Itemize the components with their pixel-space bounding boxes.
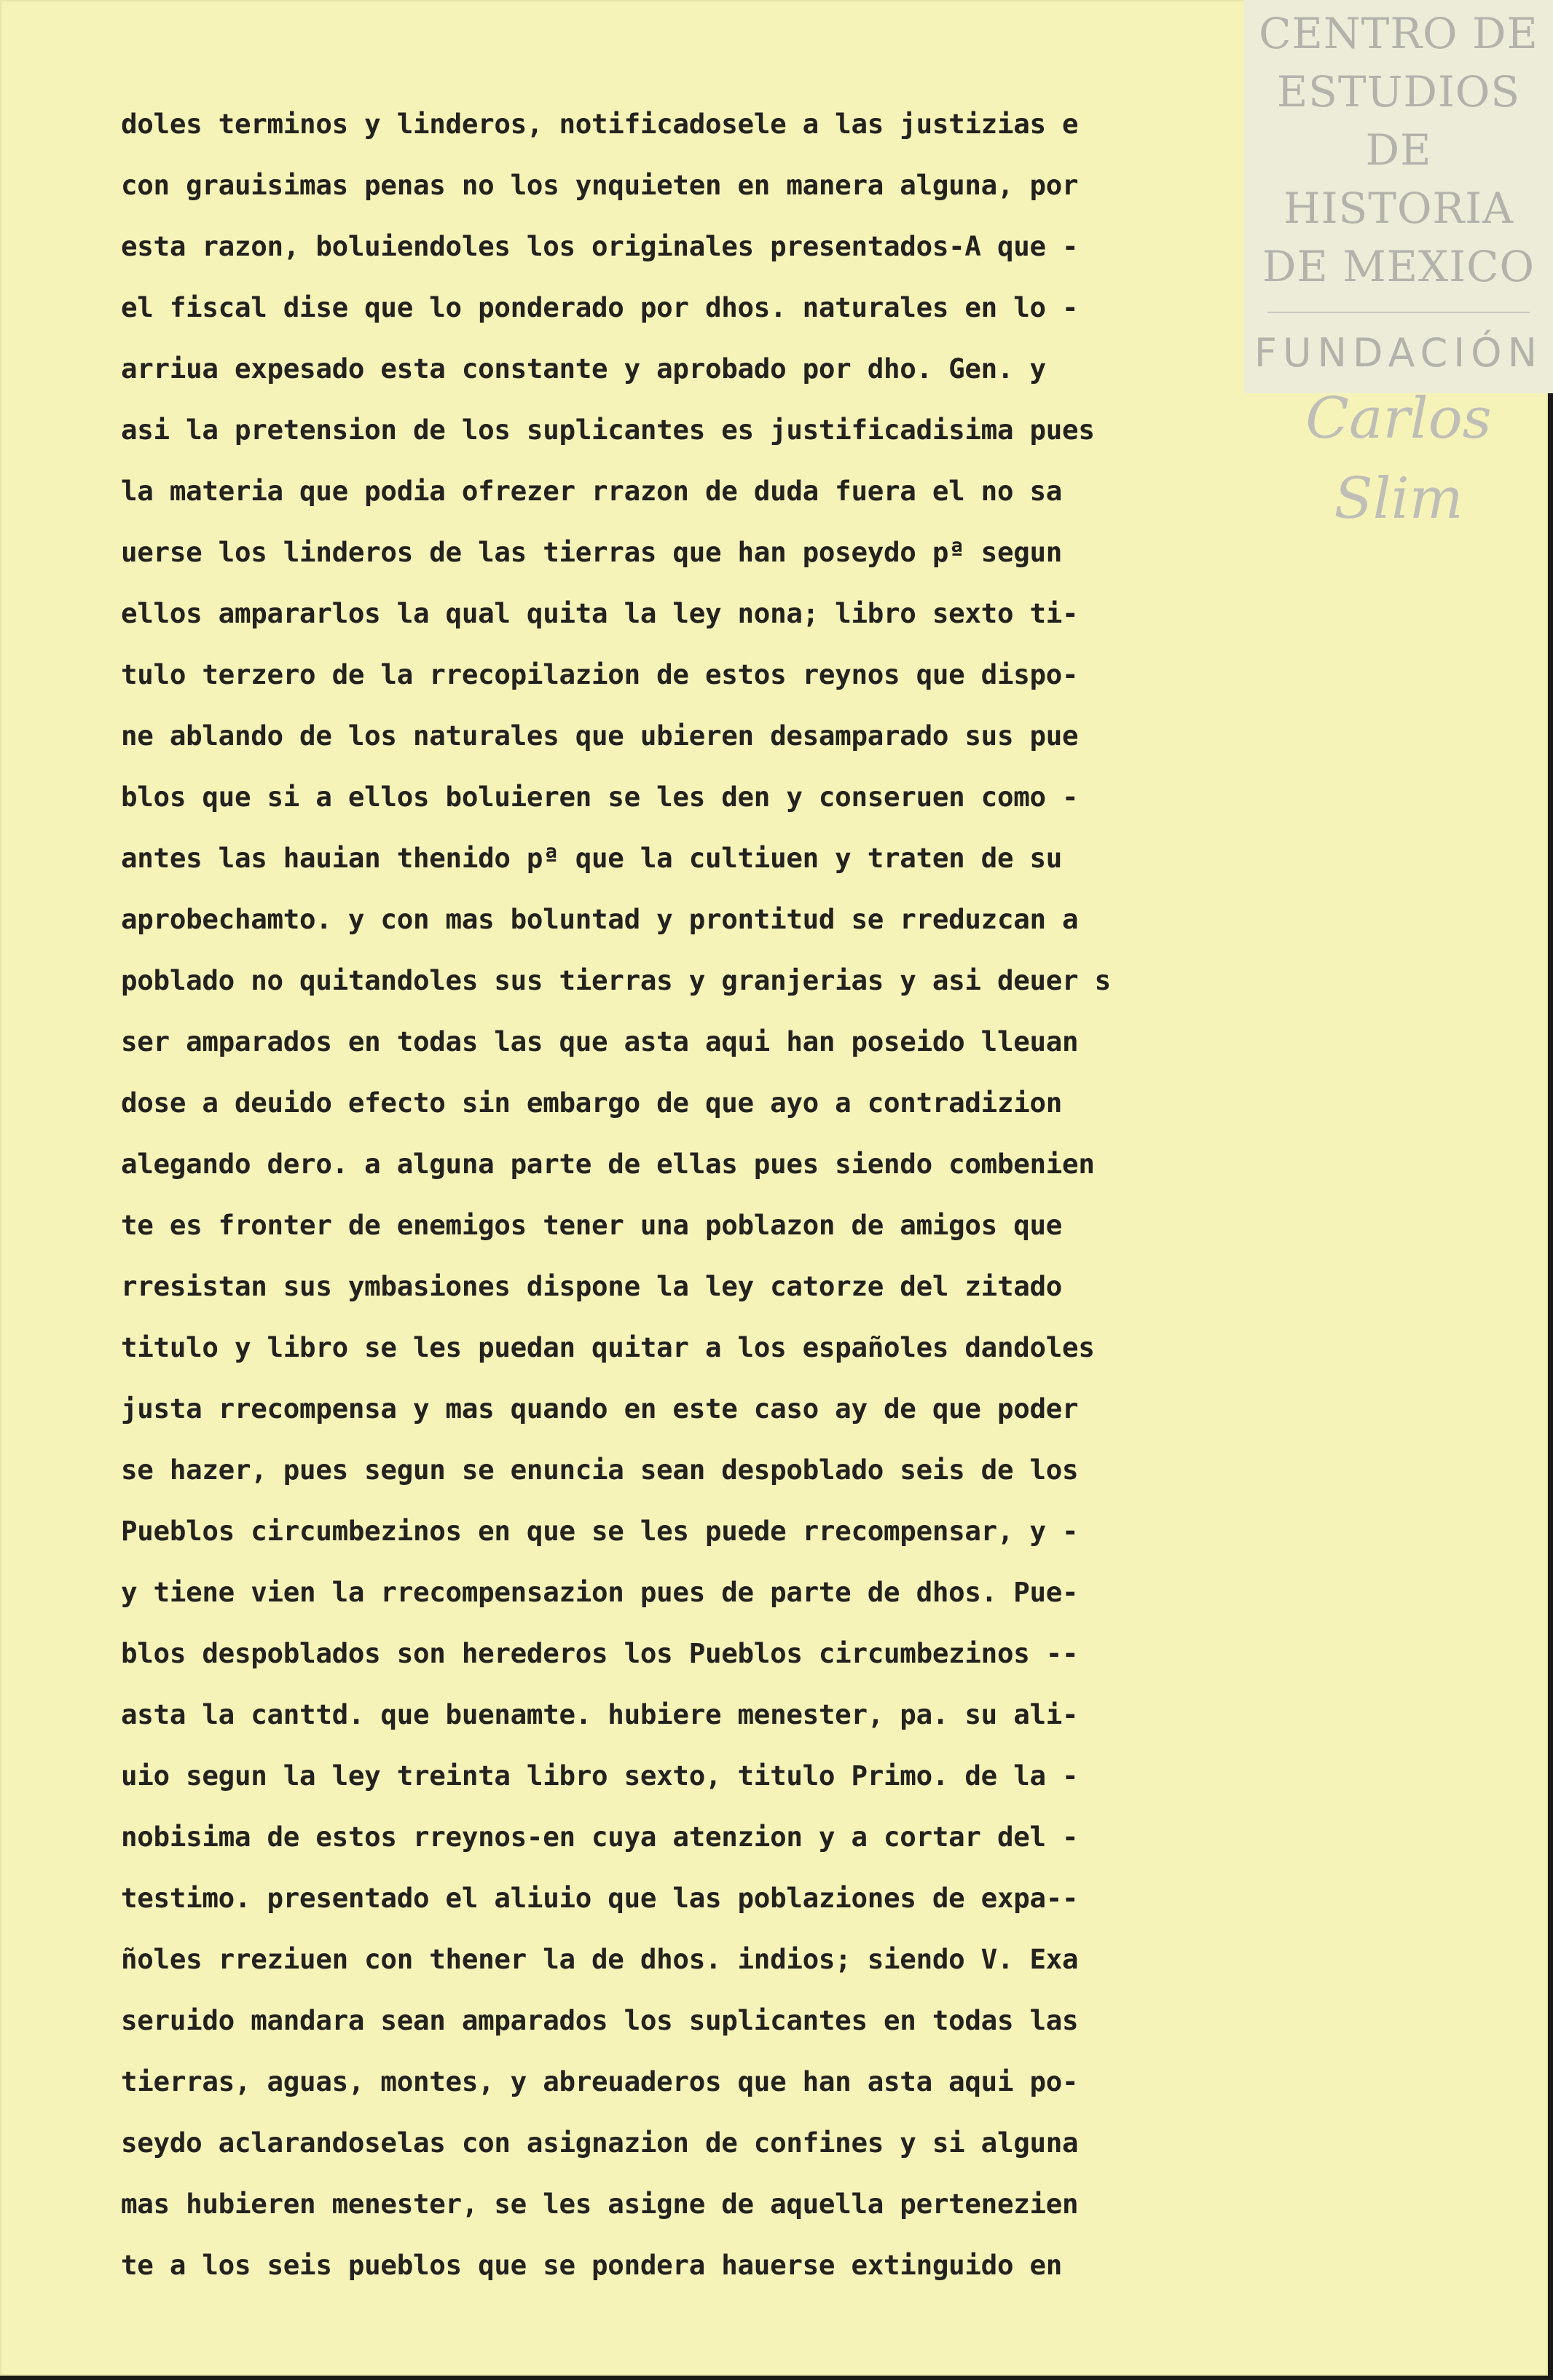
text-line: tulo terzero de la rrecopilazion de estos reynos que dispo- — [121, 658, 1079, 690]
text-line: ser amparados en todas las que asta aqui han poseido lleuan — [121, 1025, 1079, 1057]
text-line: uio segun la ley treinta libro sexto, titulo Primo. de la - — [121, 1760, 1079, 1792]
text-line: esta razon, boluiendoles los originales presentados-A que - — [121, 230, 1079, 262]
text-line: la materia que podia ofrezer rrazon de duda fuera el no sa — [121, 475, 1063, 507]
text-line: nobisima de estos rreynos-en cuya atenzion y a cortar del - — [121, 1821, 1079, 1853]
text-line: uerse los linderos de las tierras que han poseydo pª segun — [121, 536, 1063, 568]
text-line: te es fronter de enemigos tener una poblazon de amigos que — [121, 1209, 1063, 1241]
watermark-divider — [1267, 312, 1530, 313]
text-line: antes las hauian thenido pª que la cultiuen y traten de su — [121, 842, 1063, 874]
text-line: arriua expesado esta constante y aprobado por dho. Gen. y — [121, 352, 1046, 385]
text-line: seydo aclarandoselas con asignazion de confines y si alguna — [121, 2127, 1079, 2159]
text-line: titulo y libro se les puedan quitar a los españoles dandoles — [121, 1331, 1095, 1363]
text-line: poblado no quitandoles sus tierras y granjerias y asi deuer s — [121, 964, 1111, 996]
text-line: rresistan sus ymbasiones dispone la ley catorze del zitado — [121, 1270, 1063, 1302]
watermark-signature: Carlos Slim — [1305, 386, 1492, 532]
text-line: seruido mandara sean amparados los suplicantes en todas las — [121, 2004, 1079, 2036]
text-line: se hazer, pues segun se enuncia sean despoblado seis de los — [121, 1454, 1079, 1486]
text-line: testimo. presentado el aliuio que las poblaziones de expa-- — [121, 1882, 1079, 1914]
watermark-line: ESTUDIOS — [1276, 67, 1521, 117]
watermark-line: CENTRO DE — [1259, 9, 1538, 58]
text-line: tierras, aguas, montes, y abreuaderos que han asta aqui po- — [121, 2065, 1079, 2097]
text-line: dose a deuido efecto sin embargo de que ayo a contradizion — [121, 1087, 1063, 1119]
watermark-line: DE HISTORIA — [1283, 125, 1514, 233]
text-line: blos que si a ellos boluieren se les den y conseruen como - — [121, 781, 1079, 813]
institution-watermark — [1244, 0, 1553, 532]
text-line: blos despoblados son herederos los Pueblos circumbezinos -- — [121, 1637, 1079, 1669]
text-line: te a los seis pueblos que se pondera hauerse extinguido en — [121, 2249, 1063, 2281]
text-line: asta la canttd. que buenamte. hubiere menester, pa. su ali- — [121, 1698, 1079, 1730]
text-line: ellos ampararlos la qual quita la ley nona; libro sexto ti- — [121, 597, 1079, 629]
text-line: aprobechamto. y con mas boluntad y prontitud se rreduzcan a — [121, 903, 1079, 935]
text-line: doles terminos y linderos, notificadosele a las justizias e — [121, 108, 1079, 140]
text-line: el fiscal dise que lo ponderado por dhos. naturales en lo - — [121, 291, 1079, 323]
text-line: alegando dero. a alguna parte de ellas pues siendo combenien — [121, 1148, 1095, 1180]
typewritten-text — [121, 93, 1257, 2296]
text-line: ne ablando de los naturales que ubieren desamparado sus pue — [121, 720, 1079, 752]
text-line: ñoles rreziuen con thener la de dhos. indios; siendo V. Exa — [121, 1943, 1079, 1975]
text-line: mas hubieren menester, se les asigne de aquella pertenezien — [121, 2188, 1079, 2220]
text-line: asi la pretension de los suplicantes es justificadisima pues — [121, 414, 1095, 446]
watermark-line: DE MEXICO — [1262, 242, 1536, 291]
text-line: y tiene vien la rrecompensazion pues de parte de dhos. Pue- — [121, 1576, 1079, 1608]
text-line: Pueblos circumbezinos en que se les puede rrecompensar, y - — [121, 1515, 1079, 1547]
text-line: con grauisimas penas no los ynquieten en manera alguna, por — [121, 169, 1079, 201]
text-line: justa rrecompensa y mas quando en este caso ay de que poder — [121, 1392, 1079, 1425]
watermark-foundation: FUNDACIÓN — [1254, 330, 1544, 376]
